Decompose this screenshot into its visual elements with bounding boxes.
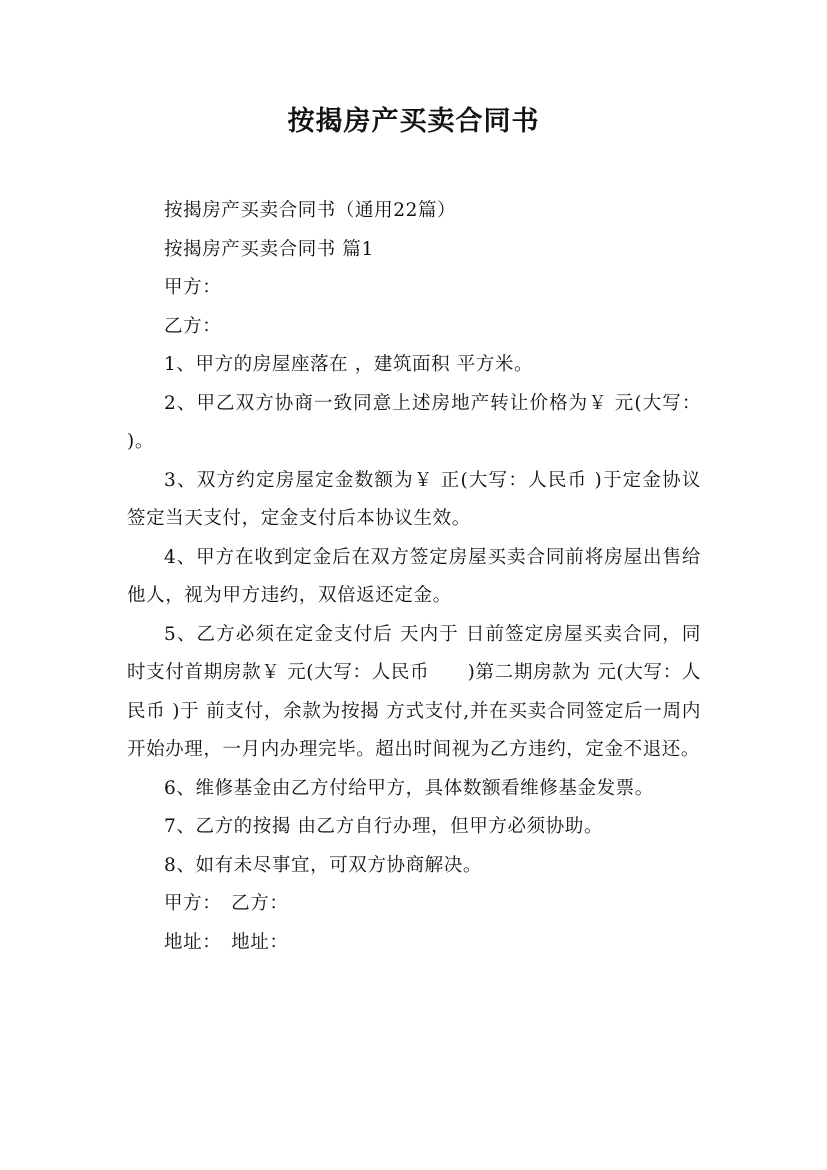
clause-7: 7、乙方的按揭 由乙方自行办理，但甲方必须协助。 xyxy=(164,816,604,837)
clause-3: 3、双方约定房屋定金数额为￥ 正(大写：人民币 )于定金协议签定当天支付，定金支付后本协议生效。 xyxy=(127,469,701,529)
document-title: 按揭房产买卖合同书 xyxy=(287,106,540,137)
clause-1: 1、甲方的房屋座落在 ，建筑面积 平方米。 xyxy=(164,354,534,375)
paragraph-collection-title: 按揭房产买卖合同书（通用22篇） xyxy=(164,200,457,221)
paragraph-party-b: 乙方： xyxy=(164,315,222,337)
paragraph-party-a: 甲方： xyxy=(164,277,222,298)
clause-5: 5、乙方必须在定金支付后 天内于 日前签定房屋买卖合同，同时支付首期房款￥ 元(大写：人民币 )第二期房款为 元(大写：人民币 )于 前支付，余款为按揭 方式支付,并在买卖合同签定后一周内开始办理，一月内办理完毕。超出时间视为乙方违约，定金不退还。 xyxy=(127,623,701,760)
clause-8: 8、如有未尽事宜，可双方协商解决。 xyxy=(164,854,482,876)
signature-addresses: 地址： 地址： xyxy=(164,931,289,953)
document-body xyxy=(127,192,701,962)
paragraph-section-heading: 按揭房产买卖合同书 篇1 xyxy=(164,238,374,260)
clause-2: 2、甲乙双方协商一致同意上述房地产转让价格为￥ 元(大写： )。 xyxy=(127,392,701,452)
clause-6: 6、维修基金由乙方付给甲方，具体数额看维修基金发票。 xyxy=(164,777,654,799)
signature-parties: 甲方： 乙方： xyxy=(164,893,289,914)
clause-4: 4、甲方在收到定金后在双方签定房屋买卖合同前将房屋出售给他人，视为甲方违约，双倍返还定金。 xyxy=(127,546,701,606)
